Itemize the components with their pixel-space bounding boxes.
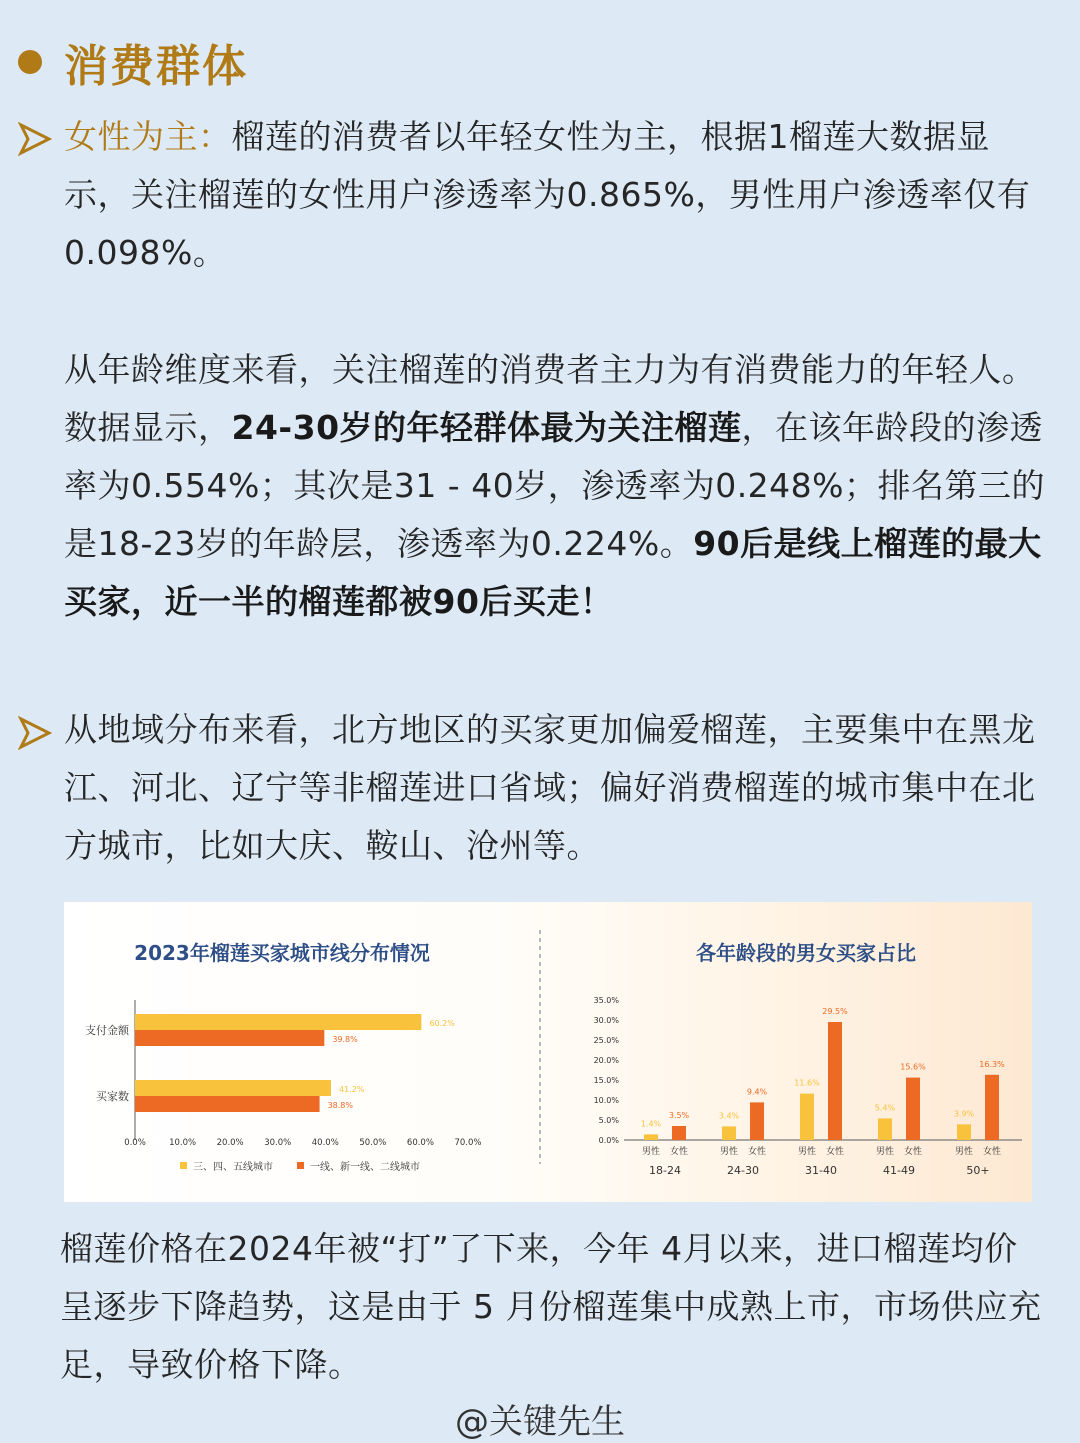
x-tick-label: 70.0% bbox=[454, 1138, 482, 1148]
sex-label: 男性 bbox=[641, 1147, 661, 1157]
bar bbox=[135, 1030, 324, 1046]
paragraph-text: ，在该年龄段的渗透率为0.554%；其次是31 - 40岁，渗透率为0.248%；排名第三的是18-23岁的年龄层，渗透率为0.224%。 bbox=[64, 408, 1046, 563]
y-tick-label: 5.0% bbox=[598, 1116, 619, 1125]
bar bbox=[644, 1134, 658, 1140]
bar bbox=[906, 1078, 920, 1140]
bar bbox=[985, 1075, 999, 1140]
charts-svg bbox=[64, 902, 1032, 1202]
sex-label: 女性 bbox=[903, 1147, 923, 1157]
sex-label: 女性 bbox=[982, 1147, 1002, 1157]
author-signature: @关键先生 bbox=[455, 1402, 625, 1442]
x-tick-label: 50.0% bbox=[359, 1138, 387, 1148]
bar bbox=[878, 1118, 892, 1140]
x-tick-label: 10.0% bbox=[169, 1138, 197, 1148]
bar bbox=[135, 1096, 320, 1112]
bar bbox=[135, 1080, 331, 1096]
category-label: 50+ bbox=[966, 1164, 990, 1177]
bar bbox=[957, 1124, 971, 1140]
y-tick-label: 30.0% bbox=[593, 1016, 619, 1025]
chart-title: 2023年榴莲买家城市线分布情况 bbox=[134, 941, 430, 965]
sex-label: 男性 bbox=[797, 1147, 817, 1157]
bullet-dot-icon bbox=[18, 50, 42, 74]
paragraph-text: 从年龄维度来看，关注榴莲的消费者主力为有消费能力的年轻人。数据显示， bbox=[64, 350, 1036, 447]
arrow-bullet-icon bbox=[18, 716, 52, 750]
paragraph-text: 榴莲的消费者以年轻女性为主，根据1榴莲大数据显示，关注榴莲的女性用户渗透率为0.865%，男性用户渗透率仅有0.098%。 bbox=[64, 117, 1031, 272]
bar bbox=[722, 1126, 736, 1140]
legend-label: 一线、新一线、二线城市 bbox=[310, 1162, 420, 1173]
bar bbox=[750, 1102, 764, 1140]
sex-label: 女性 bbox=[747, 1147, 767, 1157]
x-tick-label: 40.0% bbox=[311, 1138, 339, 1148]
sex-label: 女性 bbox=[825, 1147, 845, 1157]
page-title: 消费群体 bbox=[64, 41, 248, 92]
y-tick-label: 10.0% bbox=[593, 1096, 619, 1105]
y-tick-label: 0.0% bbox=[598, 1136, 619, 1145]
category-label: 买家数 bbox=[96, 1090, 129, 1103]
section-label: 女性为主： bbox=[64, 117, 232, 156]
data-label: 3.9% bbox=[953, 1109, 975, 1119]
data-label: 60.2% bbox=[429, 1019, 455, 1028]
bar bbox=[672, 1126, 686, 1140]
chart-card bbox=[64, 902, 1032, 1202]
data-label: 39.8% bbox=[332, 1035, 358, 1044]
data-label: 16.3% bbox=[979, 1059, 1005, 1069]
category-label: 41-49 bbox=[883, 1164, 915, 1177]
section-heading bbox=[18, 30, 248, 94]
category-label: 31-40 bbox=[805, 1164, 837, 1177]
sex-label: 男性 bbox=[875, 1147, 895, 1157]
chart-title: 各年龄段的男女买家占比 bbox=[696, 941, 916, 965]
category-label: 24-30 bbox=[727, 1164, 759, 1177]
data-label: 41.2% bbox=[338, 1085, 365, 1094]
legend-swatch bbox=[180, 1162, 187, 1169]
paragraph-region bbox=[64, 701, 1054, 875]
y-tick-label: 35.0% bbox=[593, 996, 619, 1005]
data-label: 3.4% bbox=[718, 1111, 740, 1121]
x-tick-label: 0.0% bbox=[124, 1138, 146, 1148]
y-tick-label: 15.0% bbox=[593, 1076, 619, 1085]
y-tick-label: 20.0% bbox=[593, 1056, 619, 1065]
sex-label: 男性 bbox=[719, 1147, 739, 1157]
legend-swatch bbox=[297, 1162, 304, 1169]
paragraph-text: 从地域分布来看，北方地区的买家更加偏爱榴莲，主要集中在黑龙江、河北、辽宁等非榴莲进口省域；偏好消费榴莲的城市集中在北方城市，比如大庆、鞍山、沧州等。 bbox=[64, 710, 1036, 865]
bar bbox=[135, 1014, 421, 1030]
sex-label: 男性 bbox=[954, 1147, 974, 1157]
data-label: 3.5% bbox=[668, 1111, 690, 1120]
data-label: 11.6% bbox=[794, 1078, 820, 1088]
bar bbox=[828, 1022, 842, 1140]
sex-label: 女性 bbox=[669, 1147, 689, 1157]
data-label: 9.4% bbox=[746, 1087, 768, 1097]
x-tick-label: 60.0% bbox=[406, 1138, 434, 1148]
category-label: 18-24 bbox=[649, 1164, 681, 1177]
bold-highlight: 24-30岁的年轻群体最为关注榴莲 bbox=[231, 408, 742, 447]
bar bbox=[800, 1094, 814, 1140]
category-label: 支付金额 bbox=[85, 1024, 129, 1037]
y-tick-label: 25.0% bbox=[593, 1036, 619, 1045]
x-tick-label: 30.0% bbox=[264, 1138, 292, 1148]
data-label: 1.4% bbox=[640, 1119, 662, 1129]
data-label: 38.8% bbox=[327, 1101, 353, 1110]
paragraph-price bbox=[60, 1220, 1050, 1394]
data-label: 15.6% bbox=[900, 1062, 926, 1072]
paragraph-text: 榴莲价格在2024年被“打”了下来，今年 4月以来，进口榴莲均价呈逐步下降趋势，这是由于 5 月份榴莲集中成熟上市，市场供应充足，导致价格下降。 bbox=[60, 1229, 1042, 1384]
data-label: 29.5% bbox=[822, 1007, 848, 1016]
x-tick-label: 20.0% bbox=[216, 1138, 244, 1148]
paragraph-female-majority bbox=[64, 108, 1054, 282]
paragraph-age-dimension bbox=[64, 341, 1054, 631]
legend-label: 三、四、五线城市 bbox=[193, 1162, 273, 1173]
bold-highlight: 90后是线上榴莲的最大买家，近一半的榴莲都被90后买走！ bbox=[64, 524, 1042, 621]
arrow-bullet-icon bbox=[18, 122, 52, 156]
data-label: 5.4% bbox=[874, 1103, 896, 1113]
